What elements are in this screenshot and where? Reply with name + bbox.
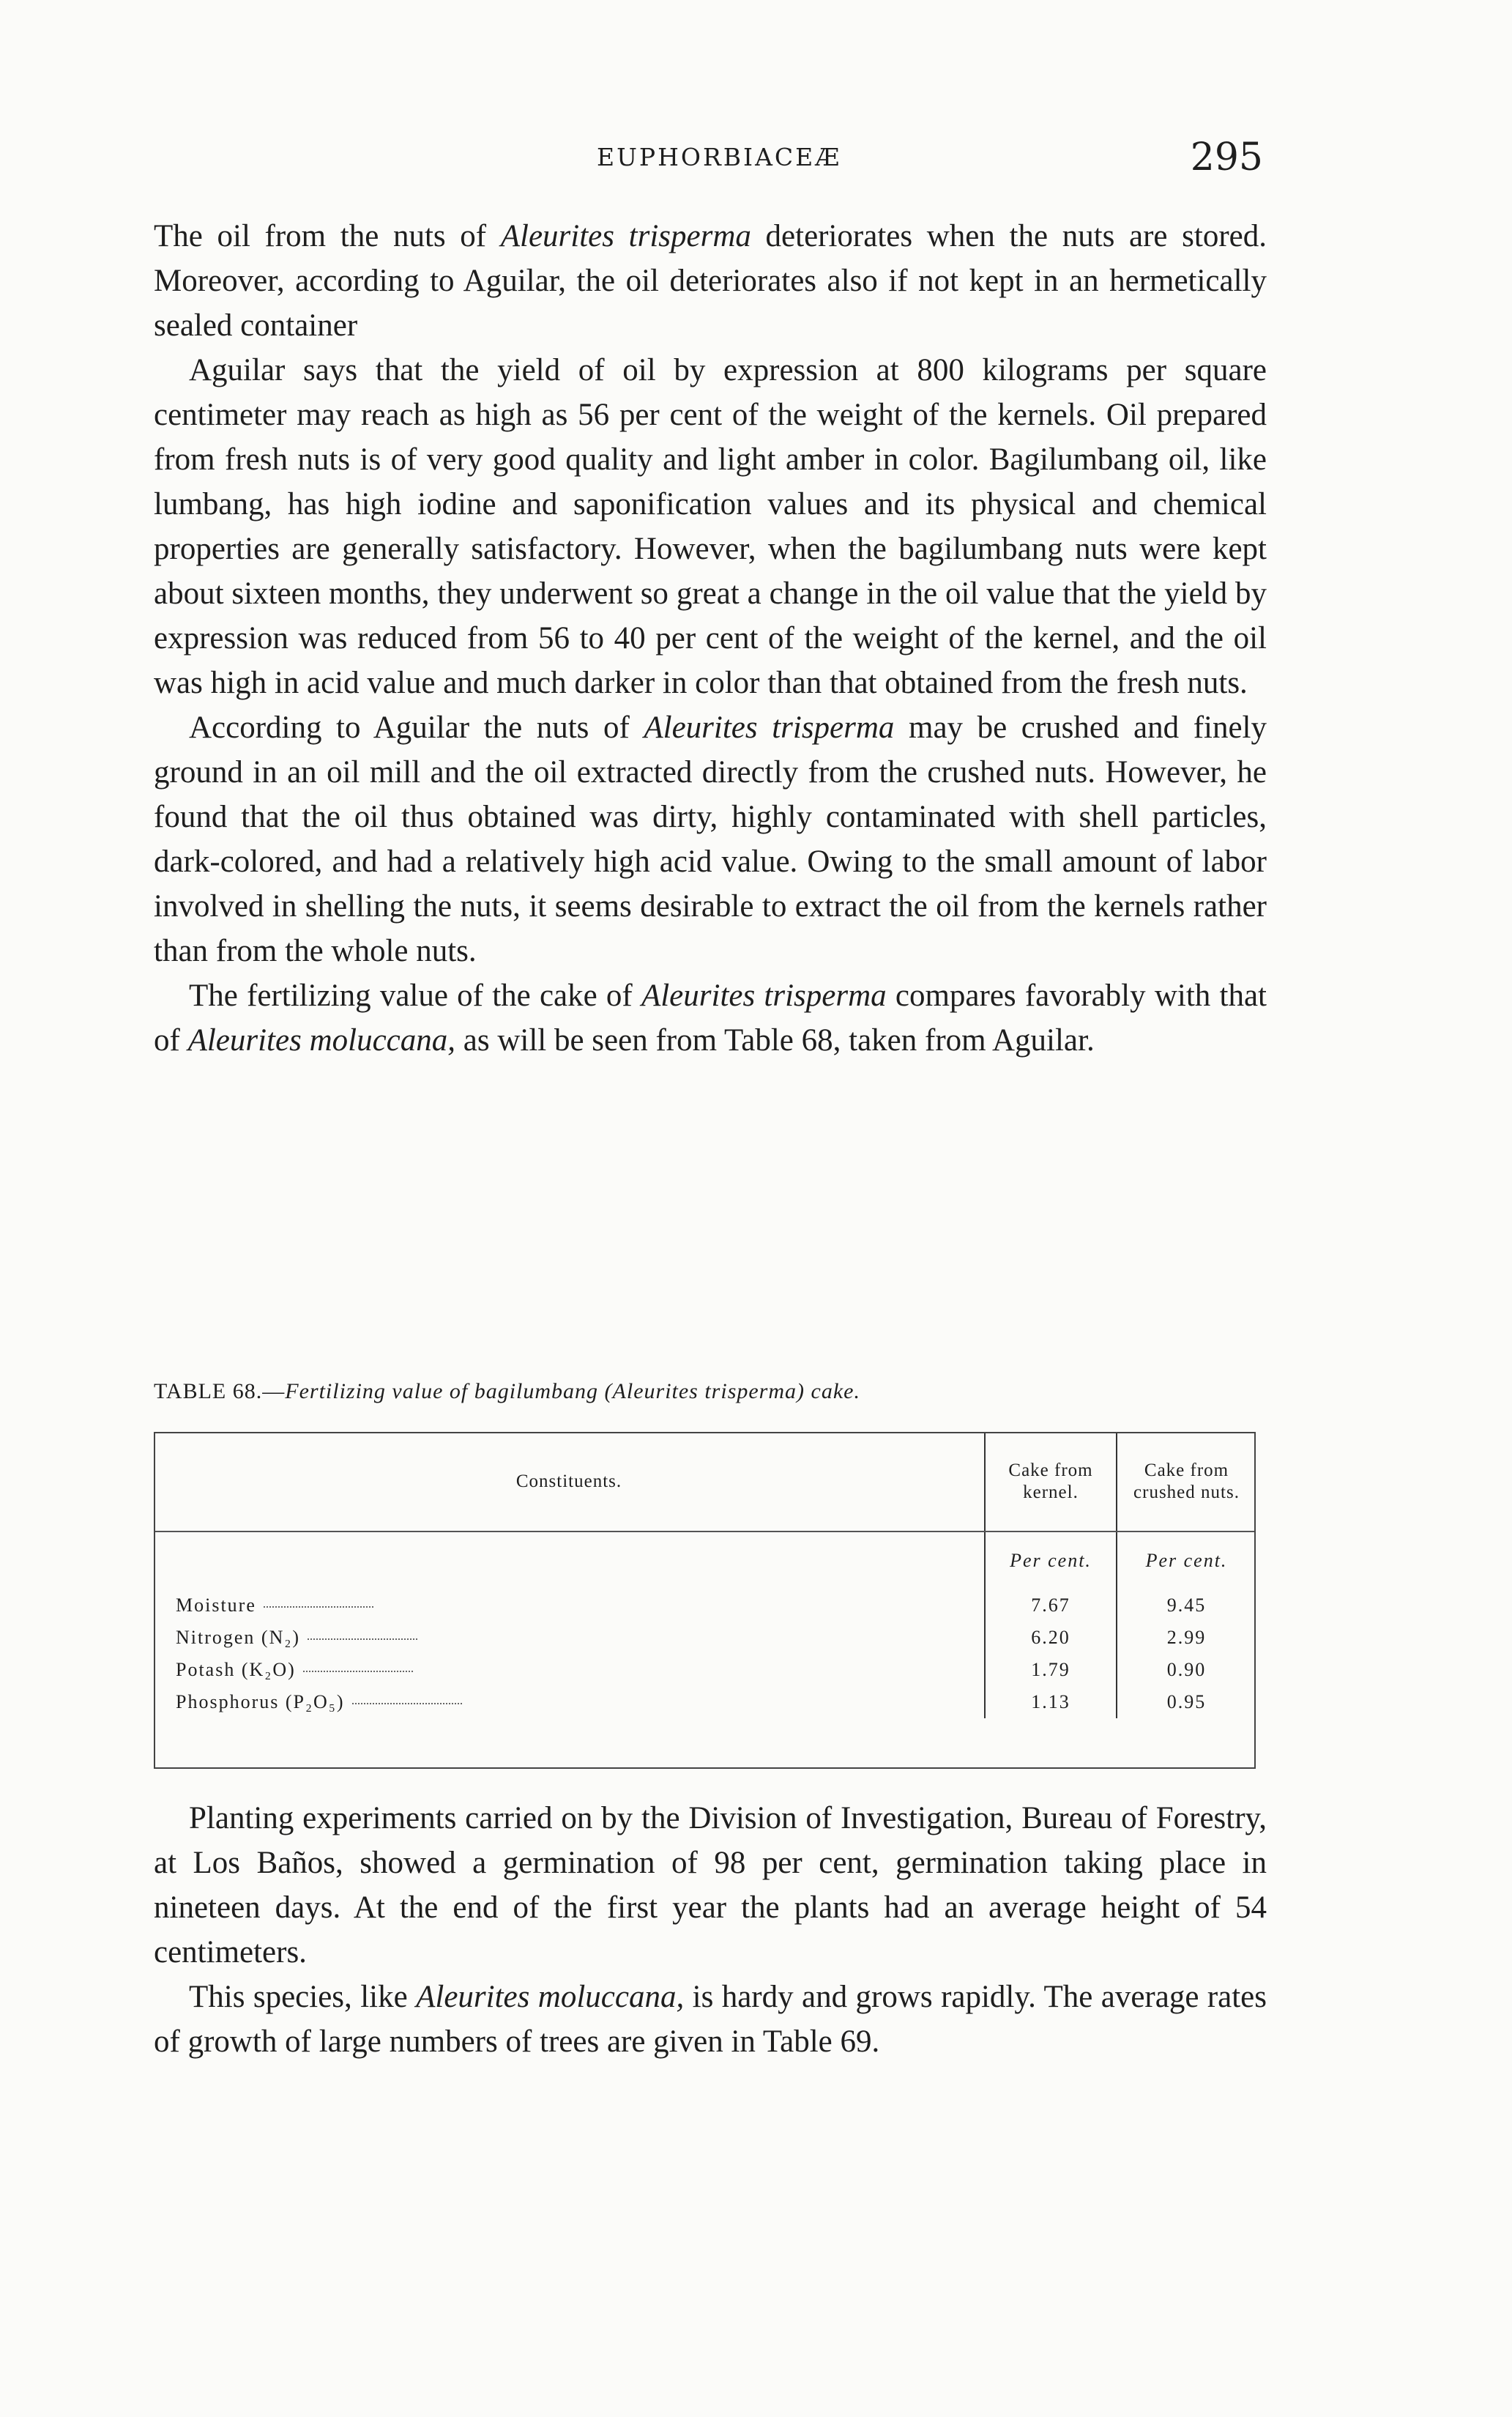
body-text-bottom — [154, 1796, 1267, 2064]
constituent-name: Nitrogen (N₂) — [176, 1627, 301, 1648]
page-header — [157, 135, 1270, 201]
value-crushed: 0.90 — [1117, 1654, 1256, 1686]
table-row — [154, 1686, 1256, 1718]
species-name: Aleurites trisperma — [641, 979, 887, 1013]
table-caption-label: TABLE 68.— — [154, 1379, 286, 1403]
table-left-rule — [154, 1432, 155, 1769]
table-caption-title: Fertilizing value of bagilumbang (Aleurites trisperma) cake. — [285, 1379, 860, 1403]
value-kernel: 1.13 — [985, 1686, 1117, 1718]
table-row — [154, 1654, 1256, 1686]
table-right-rule — [1254, 1432, 1256, 1769]
constituent-name: Potash (K₂O) — [176, 1659, 296, 1680]
header-constituents: Constituents. — [154, 1432, 985, 1531]
table-units-row — [154, 1531, 1256, 1589]
species-name: Aleurites moluccana, — [187, 1023, 455, 1058]
value-kernel: 7.67 — [985, 1589, 1117, 1622]
table-top-rule — [154, 1432, 1256, 1433]
species-name: Aleurites trisperma — [644, 710, 895, 745]
value-crushed: 9.45 — [1117, 1589, 1256, 1622]
body-text-top — [154, 214, 1267, 1063]
unit-label: Per cent. — [1117, 1531, 1256, 1589]
running-head: EUPHORBIACEÆ — [597, 143, 842, 171]
constituent-name: Moisture — [176, 1594, 256, 1616]
page-number: 295 — [1190, 135, 1263, 179]
paragraph-oil-deterioration: The oil from the nuts of Aleurites trisperma deteriorates when the nuts are stored. Moreover, according to Aguilar, the oil deteriorates also if not kept in an hermetically sealed container — [154, 219, 1267, 343]
table-caption — [154, 1379, 1267, 1404]
value-kernel: 6.20 — [985, 1622, 1117, 1654]
table-row — [154, 1622, 1256, 1654]
paragraph-planting: Planting experiments carried on by the Division of Investigation, Bureau of Forestry, at Los Baños, showed a germination of 98 per cent, germination taking place in nineteen days. At the end of the first year the plants had an average height of 54 centimeters. — [154, 1801, 1267, 1969]
species-name: Aleurites moluccana, — [416, 1980, 685, 2014]
value-crushed: 0.95 — [1117, 1686, 1256, 1718]
table-header-row — [154, 1432, 1256, 1531]
table-bottom-rule — [154, 1767, 1256, 1769]
unit-label: Per cent. — [985, 1531, 1117, 1589]
paragraph-fertilizing-value: The fertilizing value of the cake of Aleurites trisperma compares favorably with that of Aleurites moluccana, as will be seen from Table 68, taken from Aguilar. — [154, 979, 1267, 1058]
header-cake-from-crushed-nuts: Cake from crushed nuts. — [1117, 1432, 1256, 1531]
header-cake-from-kernel: Cake from kernel. — [985, 1432, 1117, 1531]
constituent-name: Phosphorus (P₂O₅) — [176, 1691, 345, 1712]
fertilizer-table — [154, 1432, 1256, 1769]
species-name: Aleurites trisperma — [500, 219, 751, 253]
paragraph-oil-yield: Aguilar says that the yield of oil by expression at 800 kilograms per square centimeter may reach as high as 56 per cent of the weight of the kernels. Oil prepared from fresh nuts is of very good quality and light amber in color. Bagilumbang oil, like lumbang, has high iodine and saponification values and its physical and chemical properties are generally satisfactory. However, when the bagilumbang nuts were kept about sixteen months, they underwent so great a change in the oil value that the yield by expression was reduced from 56 to 40 per cent of the weight of the kernel, and the oil was high in acid value and much darker in color than that obtained from the fresh nuts. — [154, 353, 1267, 700]
value-crushed: 2.99 — [1117, 1622, 1256, 1654]
value-kernel: 1.79 — [985, 1654, 1117, 1686]
paragraph-species-growth: This species, like Aleurites moluccana, is hardy and grows rapidly. The average rates of growth of large numbers of trees are given in Table 69. — [154, 1980, 1267, 2059]
paragraph-crushed-nuts: According to Aguilar the nuts of Aleurites trisperma may be crushed and finely ground in an oil mill and the oil extracted directly from the crushed nuts. However, he found that the oil thus obtained was dirty, highly contaminated with shell particles, dark-colored, and had a relatively high acid value. Owing to the small amount of labor involved in shelling the nuts, it seems desirable to extract the oil from the kernels rather than from the whole nuts. — [154, 710, 1267, 968]
table-row — [154, 1589, 1256, 1622]
